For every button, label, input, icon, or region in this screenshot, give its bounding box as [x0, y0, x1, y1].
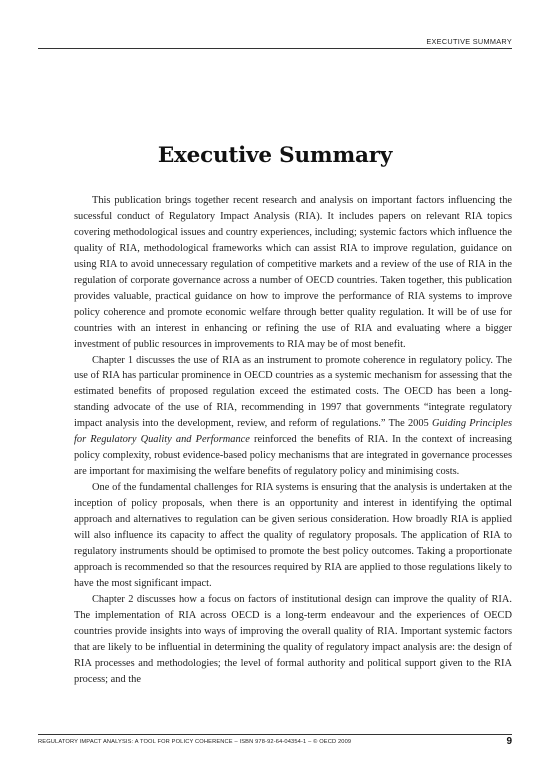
page-title: Executive Summary — [157, 143, 393, 168]
paragraph-2 — [74, 353, 512, 481]
guiding-principles-title: Guiding Principles for Regulatory Quality and Performance — [74, 418, 512, 446]
footer-citation: REGULATORY IMPACT ANALYSIS: A TOOL FOR POLICY COHERENCE – ISBN 978-92-64-04354-1 – © OECD 2009 — [38, 739, 352, 745]
page-number: 9 — [506, 736, 512, 747]
paragraph-1 — [74, 193, 512, 353]
running-head: EXECUTIVE SUMMARY — [426, 37, 512, 46]
paragraph-1-text: This publication brings together recent research and analysis on important factors influencing the sucessful conduct of Regulatory Impact Analysis (RIA). It includes papers on relevant RIA topics covering methodological issues and country experiences, including; systemic factors which influence the quality of RIA, methodological frameworks which can assist RIA to improve regulation, guidance on using RIA to avoid unnecessary regulation of competitive markets and a review of the use of RIA in the regulation of corporate governance across a number of OECD countries. Taken together, this publication provides valuable, practical guidance on how to improve the performance of RIA systems to improve policy coherence and promote economic welfare through better quality regulation. It will be of use for countries with an interest in enhancing or refining the use of RIA and evaluating where a bigger investment of public resources in improvements to RIA may be of most benefit. — [74, 195, 512, 350]
paragraph-2-text-end: reinforced the benefits of RIA. In the context of increasing policy complexity, robust evidence-based policy mechanisms that are integrated in governance processes are important for maximising the welfare benefits of regulatory policy and minimising costs. — [74, 434, 513, 478]
paragraph-3 — [74, 480, 512, 592]
paragraph-2-text: Chapter 1 discusses the use of RIA as an instrument to promote coherence in regulatory policy. The use of RIA has particular prominence in OECD countries as a systemic mechanism for assessing that the estimated benefits of proposed regulation exceed the estimated costs. The OECD has been a long-standing advocate of the use of RIA, recommending in 1997 that governments “integrate regulatory impact analysis into the development, review, and reform of regulations.” The 2005 — [74, 354, 512, 430]
paragraph-4 — [74, 592, 512, 688]
body-text — [74, 193, 512, 688]
header-rule — [38, 48, 512, 49]
paragraph-3-text: One of the fundamental challenges for RIA systems is ensuring that the analysis is undertaken at the inception of policy proposals, when there is an opportunity and interest in identifying the optimal approach and alternatives to regulation can be given serious consideration. How broadly RIA is applied will also influence its capacity to affect the quality of regulatory proposals. The application of RIA to regulatory instruments should be optimised to promote the best policy outcomes. Taking a proportionate approach is recommended so that the resources required by RIA are applied to those regulations likely to have the most significant impact. — [74, 482, 512, 589]
footer-rule — [38, 734, 512, 735]
paragraph-4-text: Chapter 2 discusses how a focus on factors of institutional design can improve the quality of RIA. The implementation of RIA across OECD is a long-term endeavour and the experiences of OECD countries provide insights into ways of improving the overall quality of RIA. Important systemic factors that are likely to be influential in determining the quality of regulatory impact analysis are: the design of RIA processes and methodologies; the level of formal authority and political support given to the RIA process; and the — [74, 593, 512, 685]
